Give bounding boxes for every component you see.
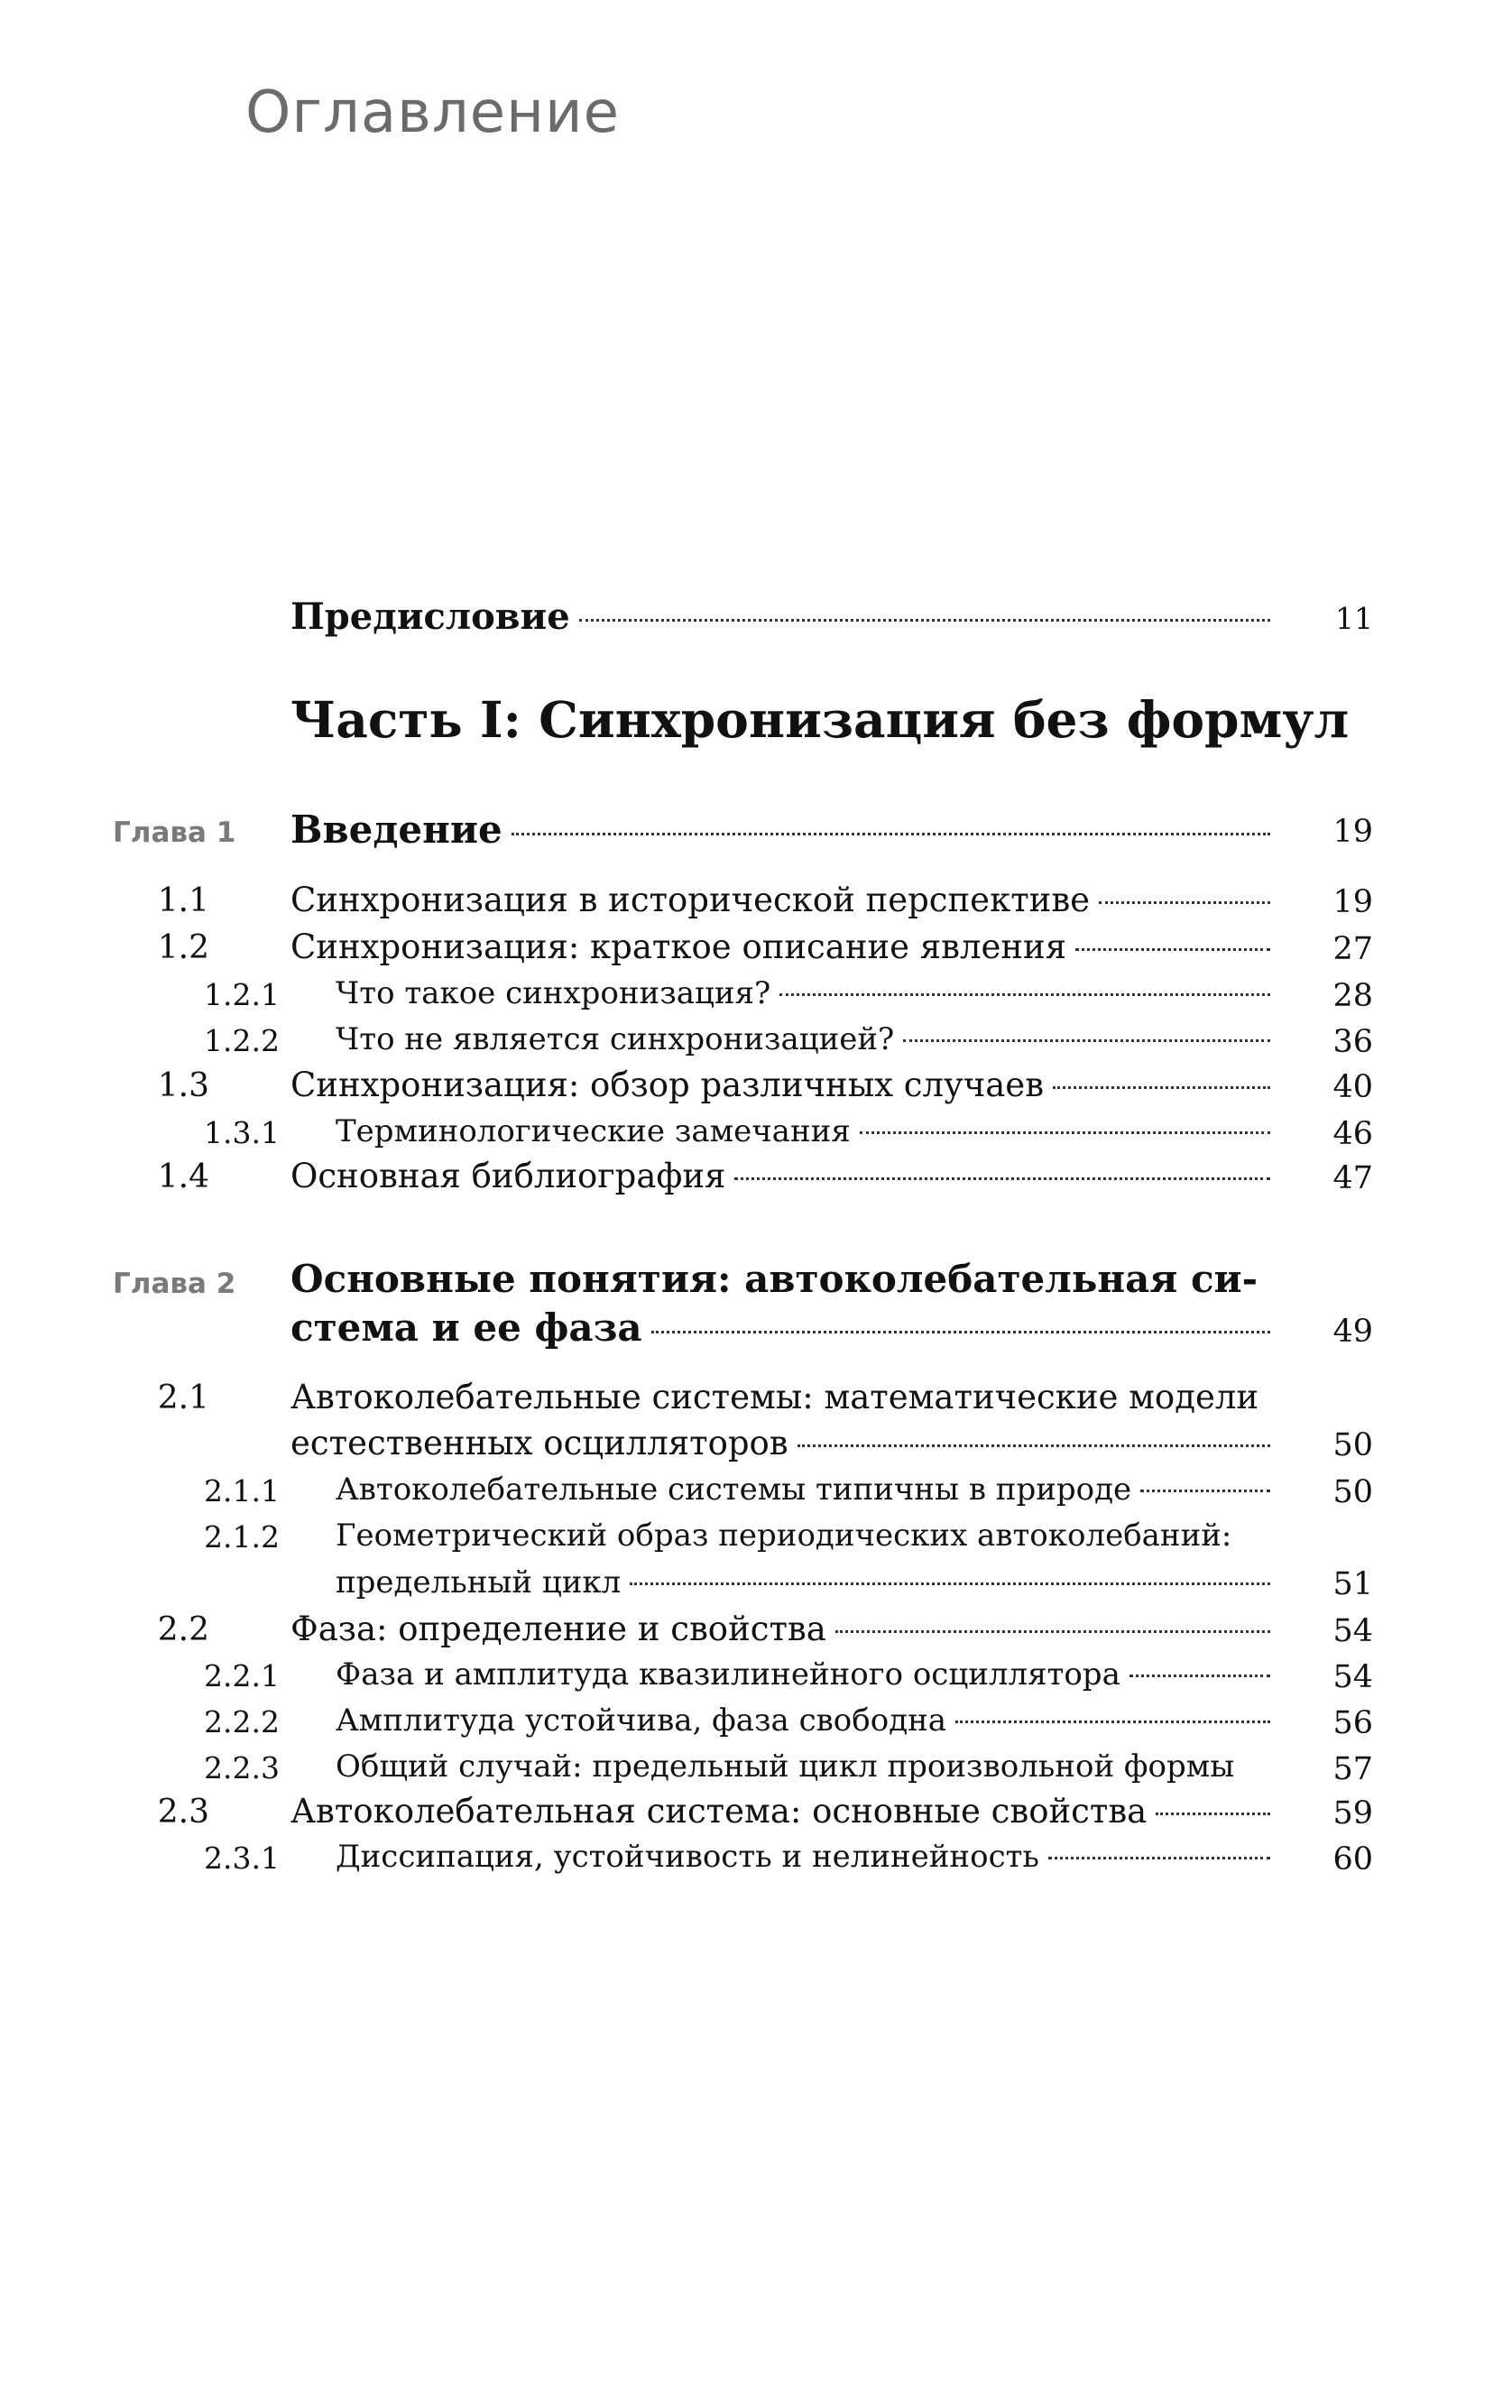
page-number: 56	[1332, 1705, 1373, 1741]
dot-leader	[955, 1721, 1270, 1723]
page-title: Оглавление	[245, 79, 620, 146]
dot-leader	[797, 1444, 1270, 1447]
subsection-number: 1.2.2	[204, 1023, 280, 1058]
dot-leader	[1156, 1813, 1270, 1815]
entry-title-line: Геометрический образ периодических автоколебаний:	[336, 1518, 1232, 1554]
page-number: 28	[1332, 978, 1373, 1014]
dot-leader	[579, 619, 1270, 622]
section-number: 2.1	[157, 1379, 209, 1416]
page-number: 51	[1332, 1566, 1373, 1602]
page-number: 36	[1332, 1024, 1373, 1060]
dot-leader	[651, 1331, 1270, 1333]
toc-entry[interactable]	[336, 1564, 1279, 1601]
dot-leader	[903, 1039, 1270, 1042]
toc-entry[interactable]	[336, 1656, 1279, 1693]
toc-entry-preface[interactable]	[290, 595, 1279, 638]
entry-title: Автоколебательная система: основные свойства	[290, 1792, 1148, 1831]
page-number: 57	[1332, 1751, 1373, 1787]
subsection-number: 1.2.1	[204, 977, 280, 1012]
page-number: 46	[1332, 1116, 1373, 1152]
chapter-title-line: Основные понятия: автоколебательная си-	[290, 1257, 1258, 1301]
entry-title: Общий случай: предельный цикл произвольной формы	[336, 1748, 1235, 1785]
entry-title: естественных осцилляторов	[290, 1424, 788, 1462]
page-number: 50	[1332, 1427, 1373, 1463]
section-number: 1.3	[157, 1067, 209, 1104]
toc-entry[interactable]	[336, 1472, 1279, 1508]
dot-leader	[1140, 1490, 1270, 1492]
toc-entry[interactable]	[290, 881, 1279, 919]
dot-leader	[835, 1630, 1270, 1633]
dot-leader	[860, 1131, 1270, 1134]
toc-entry[interactable]	[290, 1066, 1279, 1104]
chapter-label: Глава 1	[113, 817, 236, 849]
subsection-number: 2.1.2	[204, 1519, 280, 1555]
toc-entry[interactable]	[290, 1610, 1279, 1648]
page-number: 19	[1332, 814, 1373, 850]
toc-entry[interactable]	[336, 1748, 1279, 1785]
page-number: 54	[1332, 1613, 1373, 1649]
entry-title: Что не является синхронизацией?	[336, 1021, 895, 1057]
dot-leader	[630, 1582, 1270, 1585]
subsection-number: 1.3.1	[204, 1115, 280, 1150]
subsection-number: 2.3.1	[204, 1841, 280, 1876]
toc-entry[interactable]	[290, 1424, 1279, 1462]
subsection-number: 2.2.3	[204, 1750, 280, 1785]
toc-entry[interactable]	[336, 1839, 1279, 1875]
entry-title: Синхронизация: обзор различных случаев	[290, 1066, 1045, 1104]
page-number: 54	[1332, 1659, 1373, 1695]
part-title: Часть I: Синхронизация без формул	[290, 690, 1350, 749]
dot-leader	[1099, 901, 1270, 904]
toc-entry[interactable]	[290, 1157, 1279, 1195]
entry-title: Введение	[290, 807, 502, 852]
page-number: 60	[1332, 1841, 1373, 1878]
page-number: 59	[1332, 1795, 1373, 1831]
dot-leader	[1048, 1857, 1270, 1859]
page-number: 19	[1332, 884, 1373, 920]
toc-entry[interactable]	[336, 1113, 1279, 1149]
entry-title: стема и ее фаза	[290, 1305, 642, 1350]
dot-leader	[779, 993, 1270, 996]
chapter-label: Глава 2	[113, 1268, 236, 1300]
entry-title: Автоколебательные системы типичны в природе	[336, 1472, 1132, 1508]
entry-title: Синхронизация: краткое описание явления	[290, 927, 1067, 966]
section-number: 1.1	[157, 882, 209, 919]
dot-leader	[1075, 948, 1270, 951]
toc-entry[interactable]	[336, 975, 1279, 1011]
toc-entry-chapter-2[interactable]	[290, 1305, 1279, 1350]
entry-title: Что такое синхронизация?	[336, 975, 771, 1011]
dot-leader	[1053, 1086, 1270, 1089]
dot-leader	[734, 1177, 1270, 1180]
dot-leader	[512, 833, 1270, 835]
page-number: 47	[1332, 1160, 1373, 1196]
toc-entry[interactable]	[290, 1792, 1279, 1831]
entry-title: Синхронизация в исторической перспективе	[290, 881, 1091, 919]
entry-title: Фаза: определение и свойства	[290, 1610, 826, 1648]
toc-entry[interactable]	[336, 1021, 1279, 1057]
entry-title: Диссипация, устойчивость и нелинейность	[336, 1839, 1039, 1875]
entry-title-line: Автоколебательные системы: математические модели	[290, 1378, 1259, 1416]
section-number: 1.4	[157, 1158, 209, 1195]
page-number: 50	[1332, 1474, 1373, 1510]
toc-entry[interactable]	[336, 1702, 1279, 1739]
page-number: 49	[1332, 1314, 1373, 1350]
section-number: 1.2	[157, 929, 209, 966]
entry-title: Амплитуда устойчива, фаза свободна	[336, 1702, 947, 1739]
subsection-number: 2.1.1	[204, 1473, 280, 1508]
entry-title: Предисловие	[290, 595, 570, 638]
entry-title: Фаза и амплитуда квазилинейного осциллятора	[336, 1656, 1120, 1693]
page-number: 11	[1335, 601, 1373, 636]
page-number: 27	[1332, 931, 1373, 967]
section-number: 2.2	[157, 1611, 209, 1648]
dot-leader	[1129, 1675, 1270, 1677]
subsection-number: 2.2.1	[204, 1658, 280, 1693]
page-number: 40	[1332, 1069, 1373, 1105]
toc-entry-chapter-1[interactable]	[290, 807, 1279, 852]
toc-entry[interactable]	[290, 927, 1279, 966]
section-number: 2.3	[157, 1794, 209, 1831]
entry-title: Терминологические замечания	[336, 1113, 851, 1149]
subsection-number: 2.2.2	[204, 1704, 280, 1739]
entry-title: предельный цикл	[336, 1564, 622, 1601]
entry-title: Основная библиография	[290, 1157, 726, 1195]
